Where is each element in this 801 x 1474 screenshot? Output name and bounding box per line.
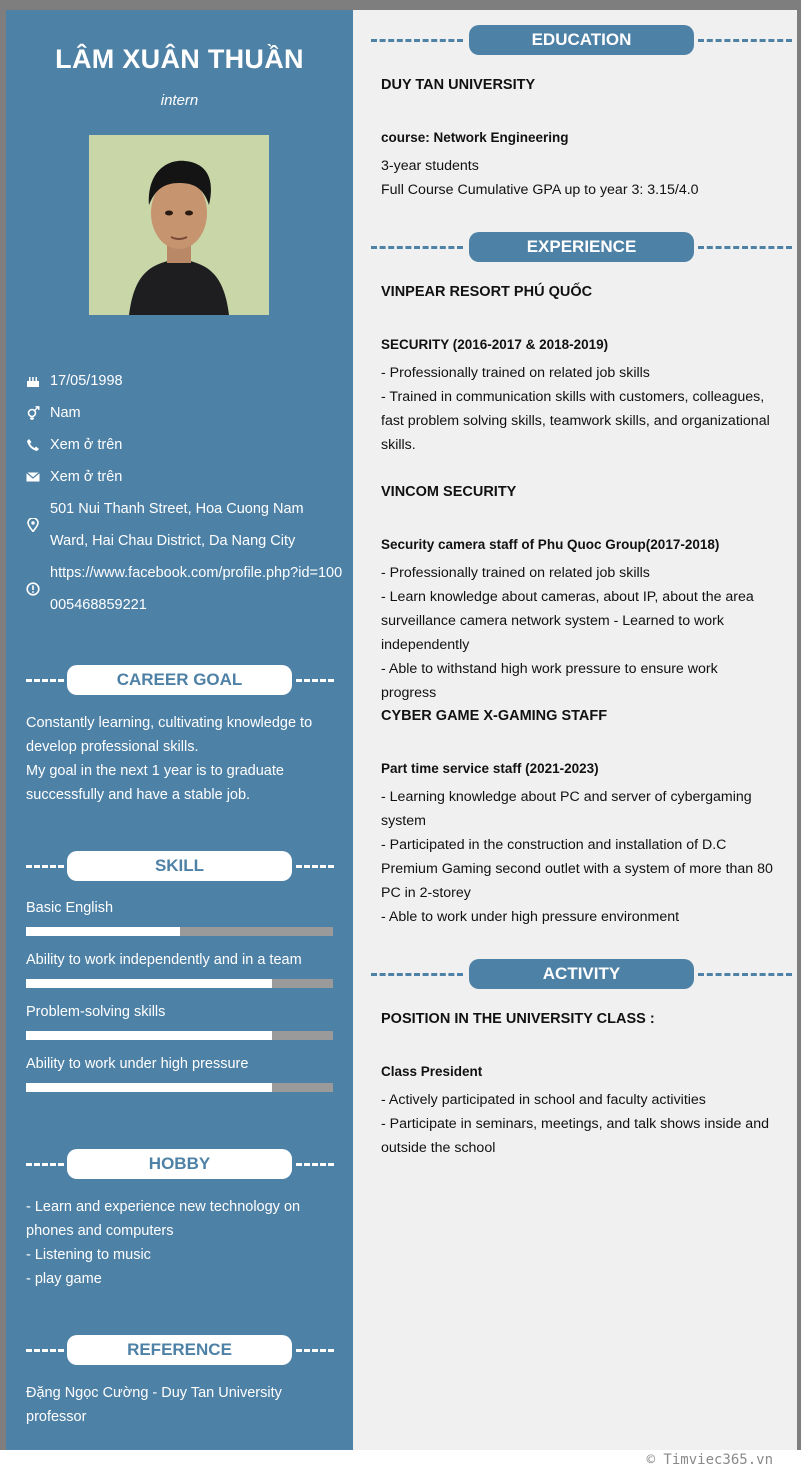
skill-bar-fill — [26, 979, 272, 988]
job-line: - Able to withstand high work pressure to ensure work progress — [381, 661, 718, 701]
hobby-line: - Learn and experience new technology on phones and computers — [26, 1199, 301, 1239]
heading-dash-left — [371, 39, 463, 42]
skill-bar — [26, 927, 333, 936]
career-goal-title: CAREER GOAL — [67, 665, 292, 695]
heading-dash-left — [371, 246, 463, 249]
job-line: - Learning knowledge about PC and server of cybergaming system — [381, 789, 752, 829]
job-line: - Professionally trained on related job skills — [381, 365, 650, 381]
main-content — [353, 10, 797, 1450]
reference-text: Đặng Ngọc Cường - Duy Tan University professor — [26, 1385, 282, 1425]
activity-position-title: POSITION IN THE UNIVERSITY CLASS : — [381, 1011, 655, 1027]
job-line: - Professionally trained on related job skills — [381, 565, 650, 581]
skill-bar — [26, 1083, 333, 1092]
activity-details — [381, 1088, 776, 1160]
job-details — [381, 561, 776, 705]
info-circle-icon — [26, 582, 40, 596]
heading-dash-right — [698, 39, 792, 42]
job-position: SECURITY (2016-2017 & 2018-2019) — [381, 337, 609, 352]
job-line: - Able to work under high pressure environment — [381, 909, 680, 925]
cake-icon — [26, 374, 40, 388]
job-line: - Learn knowledge about cameras, about IP, about the area surveillance camera network system - Learned to work independently — [381, 589, 754, 653]
skill-label: Ability to work under high pressure — [26, 1056, 249, 1072]
hobby-title: HOBBY — [67, 1149, 292, 1179]
heading-dash-right — [698, 246, 792, 249]
heading-dash-left — [26, 1349, 64, 1352]
section-reference-heading — [6, 1335, 353, 1365]
heading-dash-left — [26, 865, 64, 868]
heading-dash-left — [26, 679, 64, 682]
skill-bar — [26, 1031, 333, 1040]
career-goal-line: My goal in the next 1 year is to graduate successfully and have a stable job. — [26, 763, 284, 803]
activity-title: ACTIVITY — [469, 959, 694, 989]
envelope-icon — [26, 470, 40, 484]
hobby-line: - play game — [26, 1271, 102, 1287]
heading-dash-right — [698, 973, 792, 976]
job-company: VINCOM SECURITY — [381, 484, 517, 500]
job-line: - Trained in communication skills with customers, colleagues, fast problem solving skills, teamwork skills, and organizational skills. — [381, 389, 770, 453]
job-position: Security camera staff of Phu Quoc Group(2017-2018) — [381, 537, 720, 552]
section-skill-heading — [6, 851, 353, 881]
heading-dash-right — [296, 865, 334, 868]
heading-dash-right — [296, 679, 334, 682]
job-details — [381, 785, 776, 929]
heading-dash-left — [371, 973, 463, 976]
location-pin-icon — [26, 518, 40, 532]
heading-dash-left — [26, 1163, 64, 1166]
gender-icon — [26, 406, 40, 420]
job-company: CYBER GAME X-GAMING STAFF — [381, 708, 608, 724]
experience-title: EXPERIENCE — [469, 232, 694, 262]
skill-bar-fill — [26, 1083, 272, 1092]
profile-photo — [89, 135, 269, 315]
education-title: EDUCATION — [469, 25, 694, 55]
skill-bar-fill — [26, 1031, 272, 1040]
section-education-heading — [353, 25, 797, 55]
education-line: 3-year students — [381, 158, 479, 174]
activity-line: - Participate in seminars, meetings, and talk shows inside and outside the school — [381, 1116, 769, 1156]
activity-role: Class President — [381, 1064, 483, 1079]
phone-icon — [26, 438, 40, 452]
section-hobby-heading — [6, 1149, 353, 1179]
hobby-text — [26, 1195, 336, 1291]
skill-bar — [26, 979, 333, 988]
reference-title: REFERENCE — [67, 1335, 292, 1365]
sidebar — [6, 10, 353, 1450]
watermark: © Timviec365.vn — [646, 1452, 773, 1468]
skill-title: SKILL — [67, 851, 292, 881]
contact-gender: Nam — [26, 397, 346, 429]
heading-dash-right — [296, 1163, 334, 1166]
contact-birthday: 17/05/1998 — [26, 365, 346, 397]
career-goal-line: Constantly learning, cultivating knowledge to develop professional skills. — [26, 715, 313, 755]
candidate-role: intern — [160, 92, 199, 109]
activity-line: - Actively participated in school and faculty activities — [381, 1092, 706, 1108]
page-frame-top — [0, 0, 801, 10]
job-position: Part time service staff (2021-2023) — [381, 761, 599, 776]
contact-website — [26, 557, 346, 621]
contact-phone: Xem ở trên — [26, 429, 346, 461]
page-frame-right — [797, 0, 801, 1450]
education-line: Full Course Cumulative GPA up to year 3: 3.15/4.0 — [381, 182, 699, 198]
education-school: DUY TAN UNIVERSITY — [381, 77, 536, 93]
education-course: course: Network Engineering — [381, 130, 569, 145]
heading-dash-right — [296, 1349, 334, 1352]
contact-email: Xem ở trên — [26, 461, 346, 493]
section-career-goal-heading — [6, 665, 353, 695]
job-company: VINPEAR RESORT PHÚ QUỐC — [381, 284, 593, 300]
candidate-name: LÂM XUÂN THUẦN — [55, 44, 304, 74]
skill-label: Problem-solving skills — [26, 1004, 166, 1020]
section-activity-heading — [353, 959, 797, 989]
facebook-link[interactable]: https://www.facebook.com/profile.php?id=100005468859221 — [50, 565, 343, 613]
skill-bar-fill — [26, 927, 180, 936]
section-experience-heading — [353, 232, 797, 262]
career-goal-text — [26, 711, 336, 807]
skill-label: Ability to work independently and in a team — [26, 952, 302, 968]
education-details — [381, 154, 776, 202]
hobby-line: - Listening to music — [26, 1247, 151, 1263]
portrait-illustration — [89, 135, 269, 315]
job-details — [381, 361, 776, 457]
contact-address: 501 Nui Thanh Street, Hoa Cuong Nam Ward, Hai Chau District, Da Nang City — [26, 493, 346, 557]
skill-label: Basic English — [26, 900, 114, 916]
job-line: - Participated in the construction and installation of D.C Premium Gaming second outlet with a system of more than 80 PC in 2-storey — [381, 837, 773, 901]
